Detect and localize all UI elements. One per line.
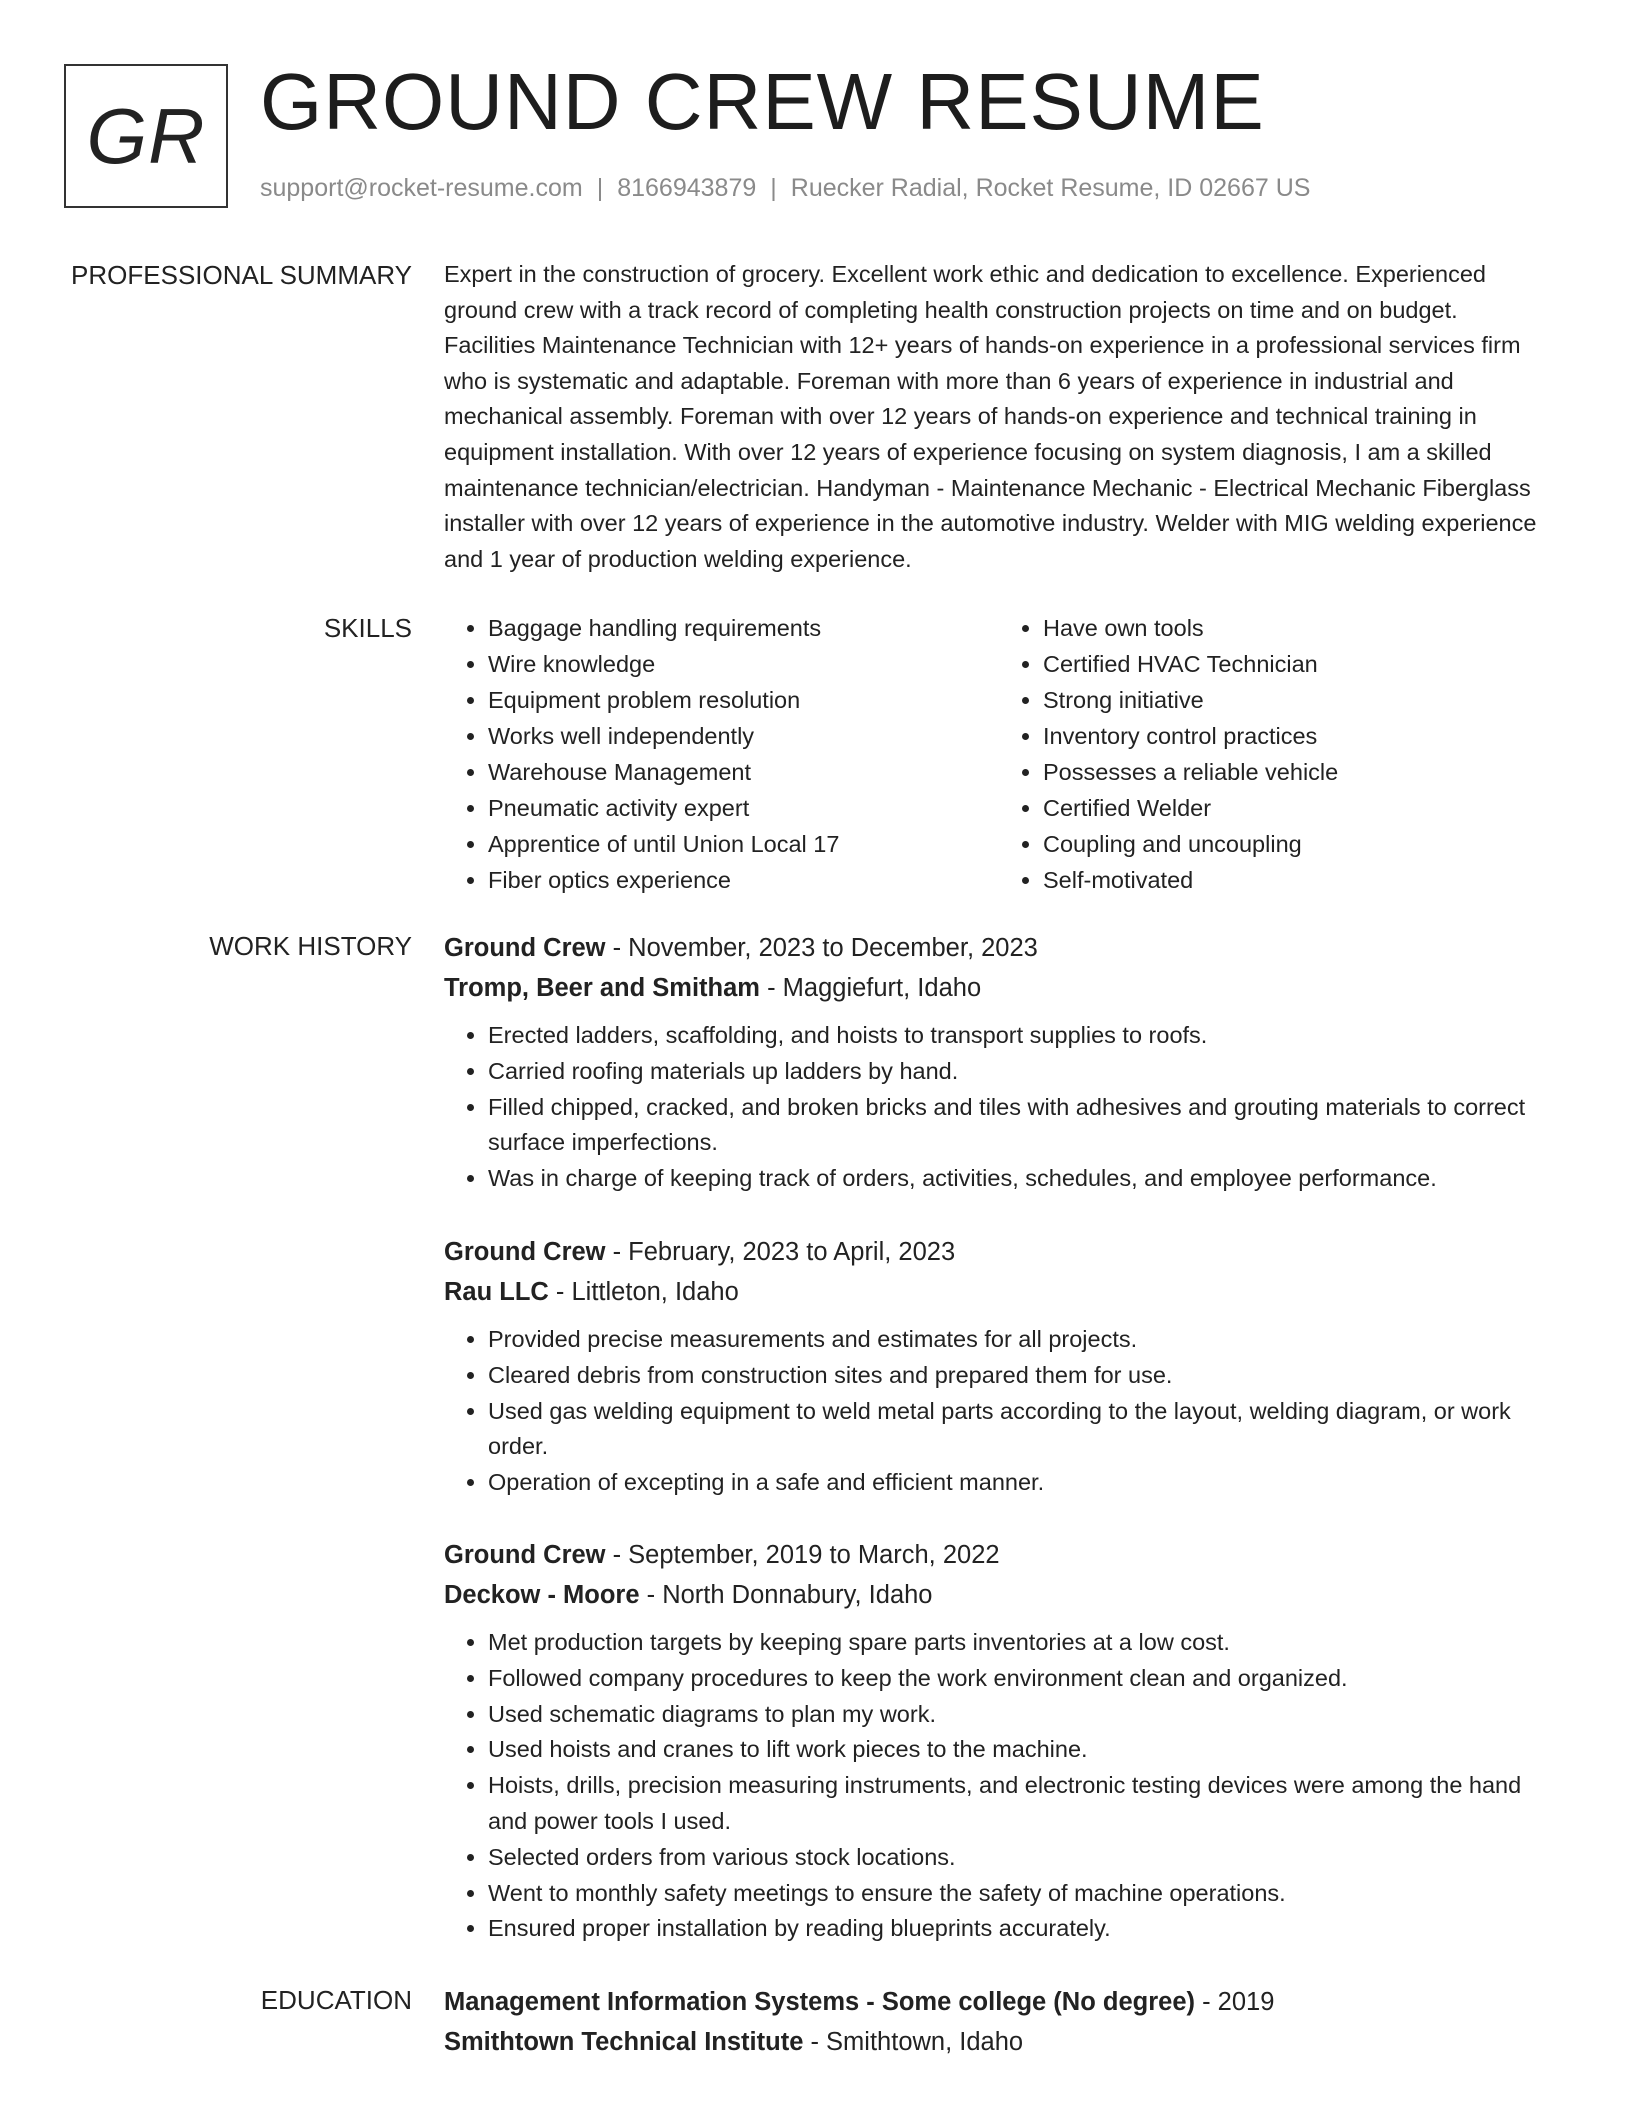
- skill-item: • Have own tools: [1043, 610, 1554, 646]
- skill-item: • Fiber optics experience: [488, 862, 999, 898]
- skill-item: • Inventory control practices: [1043, 718, 1554, 754]
- duty-item: • Met production targets by keeping spare parts inventories at a low cost.: [488, 1625, 1554, 1661]
- contact-separator: |: [770, 174, 777, 202]
- skill-item: • Certified Welder: [1043, 790, 1554, 826]
- job-duties: [444, 1625, 1554, 1947]
- resume-title: GROUND CREW RESUME: [260, 57, 1265, 146]
- job-company: Deckow - Moore: [444, 1581, 640, 1609]
- job-company-line: [444, 1272, 1554, 1312]
- job-title-line: [444, 1232, 1554, 1272]
- skill-item: • Self-motivated: [1043, 862, 1554, 898]
- education-degree: Management Information Systems - Some college (No degree): [444, 1988, 1195, 2016]
- duty-item: • Hoists, drills, precision measuring instruments, and electronic testing devices were among the hand and power tools I used.: [488, 1768, 1554, 1840]
- duty-item: • Followed company procedures to keep the work environment clean and organized.: [488, 1661, 1554, 1697]
- duty-item: • Ensured proper installation by reading blueprints accurately.: [488, 1911, 1554, 1947]
- skill-item: • Works well independently: [488, 718, 999, 754]
- skills-list-right: [999, 610, 1554, 898]
- skills-heading: SKILLS: [323, 613, 412, 643]
- duty-item: • Carried roofing materials up ladders by hand.: [488, 1054, 1554, 1090]
- contact-line: [260, 174, 1310, 203]
- skill-item: • Strong initiative: [1043, 682, 1554, 718]
- education-school-line: [444, 2022, 1554, 2062]
- job-location: - Littleton, Idaho: [548, 1278, 739, 1306]
- job-location: - North Donnabury, Idaho: [639, 1581, 933, 1609]
- duty-item: • Selected orders from various stock locations.: [488, 1840, 1554, 1876]
- job-title-line: [444, 928, 1554, 968]
- skill-item: • Possesses a reliable vehicle: [1043, 754, 1554, 790]
- job-company-line: [444, 968, 1554, 1008]
- duty-item: • Erected ladders, scaffolding, and hoists to transport supplies to roofs.: [488, 1018, 1554, 1054]
- job-title-line: [444, 1535, 1554, 1575]
- education-heading: EDUCATION: [260, 1985, 412, 2015]
- summary-heading: PROFESSIONAL SUMMARY: [71, 260, 412, 290]
- skill-item: • Pneumatic activity expert: [488, 790, 999, 826]
- duty-item: • Provided precise measurements and estimates for all projects.: [488, 1322, 1554, 1358]
- duty-item: • Operation of excepting in a safe and efficient manner.: [488, 1465, 1554, 1501]
- contact-email[interactable]: support@rocket-resume.com: [260, 174, 583, 202]
- skill-item: • Equipment problem resolution: [488, 682, 999, 718]
- contact-phone[interactable]: 8166943879: [617, 174, 757, 202]
- skill-item: • Wire knowledge: [488, 646, 999, 682]
- education-year: - 2019: [1195, 1988, 1275, 2016]
- job-duties: [444, 1322, 1554, 1501]
- contact-separator: |: [596, 174, 604, 202]
- contact-address: Ruecker Radial, Rocket Resume, ID 02667 US: [790, 174, 1311, 202]
- monogram: GR: [64, 64, 228, 208]
- skills-list-left: [444, 610, 999, 898]
- education-degree-line: [444, 1982, 1554, 2022]
- skill-item: • Warehouse Management: [488, 754, 999, 790]
- job-entry: [444, 1232, 1554, 1501]
- duty-item: • Filled chipped, cracked, and broken bricks and tiles with adhesives and grouting materials to correct surface imperfections.: [488, 1090, 1554, 1162]
- job-company: Rau LLC: [444, 1278, 549, 1306]
- duty-item: • Used schematic diagrams to plan my work.: [488, 1697, 1554, 1733]
- work-history-heading: WORK HISTORY: [209, 931, 412, 961]
- duty-item: • Cleared debris from construction sites and prepared them for use.: [488, 1358, 1554, 1394]
- job-dates: - September, 2019 to March, 2022: [605, 1541, 1000, 1569]
- duty-item: • Used hoists and cranes to lift work pieces to the machine.: [488, 1732, 1554, 1768]
- education-school: Smithtown Technical Institute: [444, 2028, 804, 2056]
- job-company: Tromp, Beer and Smitham: [444, 974, 760, 1002]
- summary-text: Expert in the construction of grocery. Excellent work ethic and dedication to excellence. Experienced ground crew with a track record of completing health construction projects on time and on budget. Facilities Maintenance Technician with 12+ years of hands-on experience in a professional services firm who is systematic and adaptable. Foreman with more than 6 years of experience in industrial and mechanical assembly. Foreman with over 12 years of hands-on experience and technical training in equipment installation. With over 12 years of experience focusing on system diagnosis, I am a skilled maintenance technician/electrician. Handyman - Maintenance Mechanic - Electrical Mechanic Fiberglass installer with over 12 years of experience in the automotive industry. Welder with MIG welding experience and 1 year of production welding experience.: [444, 261, 1537, 572]
- skill-item: • Baggage handling requirements: [488, 610, 999, 646]
- job-duties: [444, 1018, 1554, 1197]
- education-location: - Smithtown, Idaho: [803, 2028, 1024, 2056]
- job-dates: - February, 2023 to April, 2023: [605, 1238, 956, 1266]
- duty-item: • Used gas welding equipment to weld metal parts according to the layout, welding diagram, or work order.: [488, 1394, 1554, 1466]
- duty-item: • Went to monthly safety meetings to ensure the safety of machine operations.: [488, 1876, 1554, 1912]
- job-company-line: [444, 1575, 1554, 1615]
- job-title: Ground Crew: [444, 934, 606, 962]
- job-location: - Maggiefurt, Idaho: [760, 974, 982, 1002]
- skill-item: • Certified HVAC Technician: [1043, 646, 1554, 682]
- skill-item: • Coupling and uncoupling: [1043, 826, 1554, 862]
- job-title: Ground Crew: [444, 1541, 606, 1569]
- job-entry: [444, 1535, 1554, 1947]
- skill-item: • Apprentice of until Union Local 17: [488, 826, 999, 862]
- job-dates: - November, 2023 to December, 2023: [605, 934, 1038, 962]
- job-entry: [444, 928, 1554, 1197]
- job-title: Ground Crew: [444, 1238, 606, 1266]
- duty-item: • Was in charge of keeping track of orders, activities, schedules, and employee performance.: [488, 1161, 1554, 1197]
